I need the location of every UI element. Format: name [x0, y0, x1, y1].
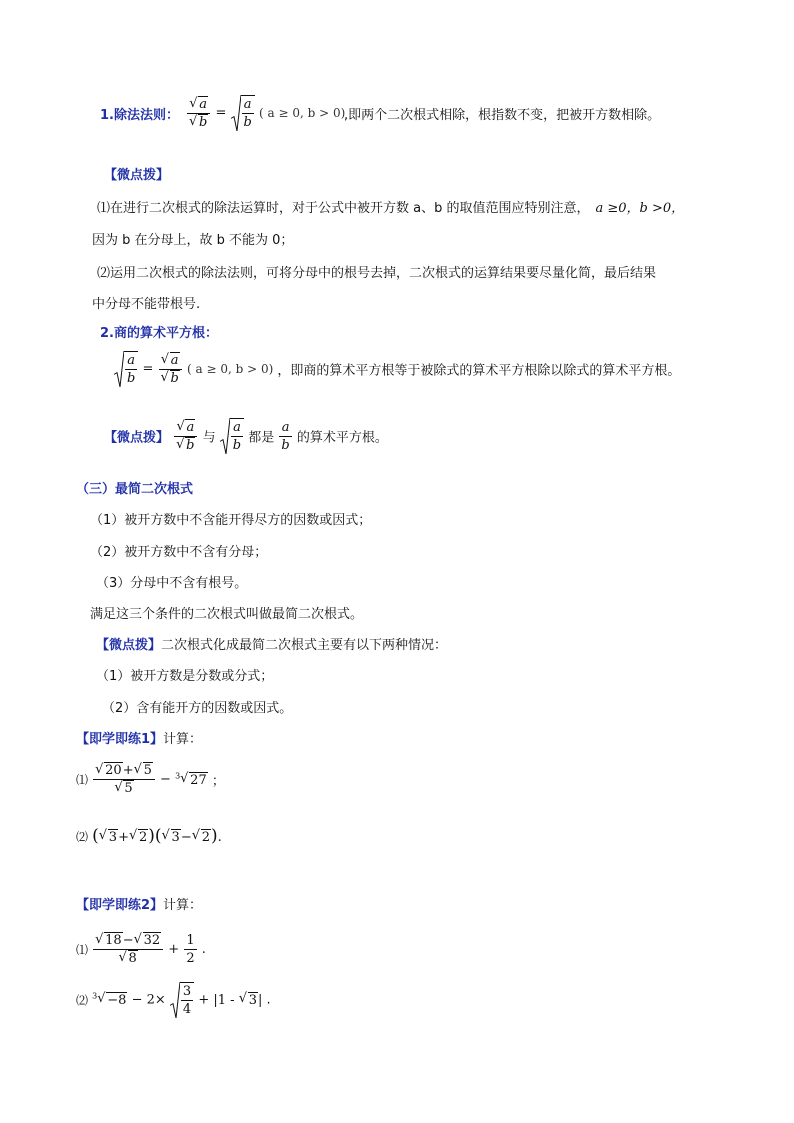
section2-tip-row: 【微点拨】 √ a √ b 与 $\frac{a}{b}$ 都是 $\frac{a}{b}$ 的算术平方根。 [104, 418, 388, 454]
section2-tip-label: 【微点拨】 [104, 430, 170, 446]
section3-tip: 【微点拨】二次根式化成最简二次根式主要有以下两种情况： [96, 638, 448, 653]
section3-case-2: （2）含有能开方的因数或因式。 [102, 701, 293, 716]
section3-item-2: （2）被开方数中不含有分母； [90, 545, 268, 560]
tip1-label: 【微点拨】 [104, 168, 170, 183]
tip1-p2-line2: 中分母不能带根号. [92, 297, 201, 312]
formula-rhs-root: $\frac{a}{b}$ [231, 95, 255, 131]
practice2-q2: ⑵ $^3$√ −8 − 2× $\frac{3}{4}$ + |1 - √ 3| . [76, 982, 271, 1018]
tip1-p2-line1: ⑵运用二次根式的除法法则，可将分母中的根号去掉，二次根式的运算结果要尽量化简，最后结果 [97, 266, 657, 281]
practice1-header: 【即学即练1】计算： [76, 732, 203, 747]
quotient-rhs-fraction: √ a √ b [159, 352, 182, 387]
quotient-root-formula: $\frac{a}{b}$ = √ a √ b ( a ≥ 0, b > 0) ，即商的算术平方根等于被除式的算术平方根除以除式的算术平方根。 [114, 351, 680, 387]
section3-item-1: （1）被开方数中不含能开得尽方的因数或因式； [90, 513, 372, 528]
division-rule-row [100, 104, 179, 123]
practice2-label: 【即学即练2】 [76, 898, 164, 913]
quotient-root-title: 2.商的算术平方根： [100, 326, 218, 341]
practice1-label: 【即学即练1】 [76, 732, 164, 747]
section3-summary: 满足这三个条件的二次根式叫做最简二次根式。 [90, 607, 364, 622]
practice1-q1: ⑴ √ 20+√ 5 √ 5 − $^3$√ 27 ； [76, 762, 225, 797]
section3-item-3: （3）分母中不含有根号。 [96, 576, 248, 591]
practice2-q1: ⑴ √ 18−√ 32 √ 8 + $\frac{1}{2}$ . [76, 932, 206, 967]
division-rule-formula: √ a √ b = $\frac{a}{b}$ ( a ≥ 0, b > 0) [186, 95, 345, 131]
section3-title: （三）最简二次根式 [76, 482, 194, 497]
tip1-p1-line2: 因为 b 在分母上，故 b 不能为 0； [92, 233, 294, 248]
tip1-p1-line1: ⑴在进行二次根式的除法运算时，对于公式中被开方数 a、b 的取值范围应特别注意， a ≥0，b >0， [97, 201, 685, 216]
quotient-lhs-root: $\frac{a}{b}$ [114, 351, 138, 387]
practice1-q2: ⑵ (√ 3+√ 2)(√ 3−√ 2). [76, 826, 222, 846]
practice2-header: 【即学即练2】计算： [76, 898, 203, 913]
section3-case-1: （1）被开方数是分数或分式； [96, 669, 274, 684]
division-rule-desc: ,即两个二次根式相除，根指数不变，把被开方数相除。 [344, 108, 661, 123]
division-rule-title: 1.除法法则： [100, 108, 179, 123]
formula-lhs-fraction: √ a √ b [187, 96, 210, 131]
